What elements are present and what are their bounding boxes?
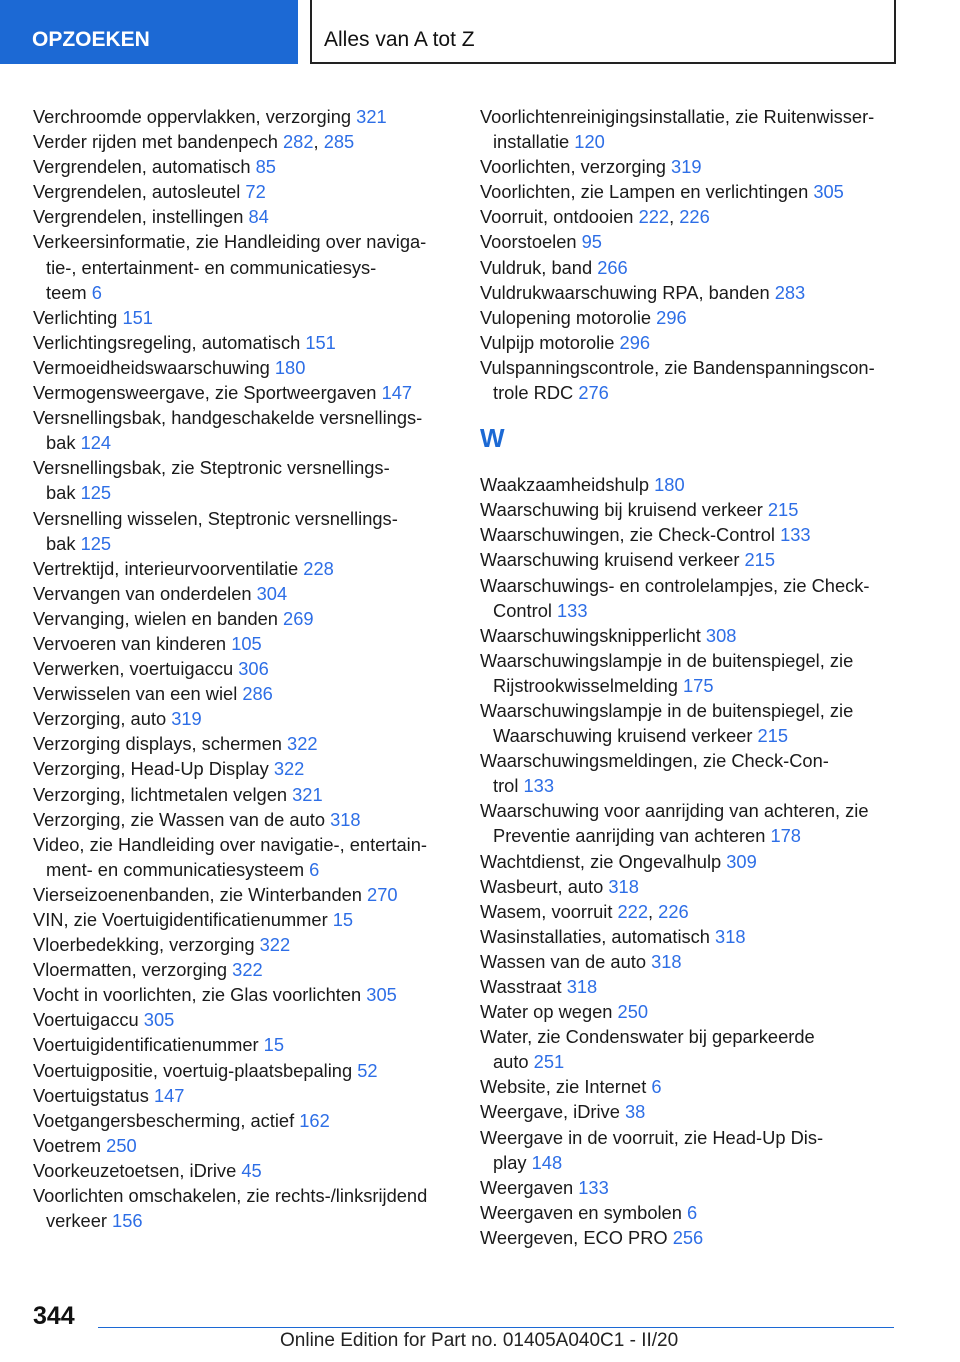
index-entry bbox=[33, 1158, 453, 1183]
index-entry bbox=[33, 606, 453, 631]
index-entry bbox=[33, 229, 453, 304]
index-entry-label: Water, zie Condenswater bij geparkeerde bbox=[480, 1026, 815, 1048]
page-reference-link[interactable]: 319 bbox=[671, 156, 702, 178]
index-column-right bbox=[480, 104, 900, 1250]
page-reference-link[interactable]: 305 bbox=[366, 984, 397, 1006]
index-entry-label: Wachtdienst, zie Ongevalhulp bbox=[480, 850, 727, 872]
index-entry bbox=[33, 1083, 453, 1108]
index-entry bbox=[480, 648, 900, 698]
index-entry bbox=[480, 999, 900, 1024]
page-reference-link[interactable]: 305 bbox=[143, 1009, 175, 1031]
index-entry-label: Wasbeurt, auto bbox=[480, 875, 609, 897]
index-entry-label: Vierseizoenenbanden, zie Winterbanden bbox=[33, 883, 368, 905]
index-entry-label: Verchroomde oppervlakken, verzorging bbox=[33, 106, 357, 127]
page-reference-link[interactable]: 162 bbox=[299, 1109, 330, 1131]
index-entry-label: Voorlichten omschakelen, zie rechts-/linksrijdend bbox=[33, 1185, 428, 1207]
index-entry-label: Verlichting bbox=[33, 306, 123, 328]
index-entry bbox=[33, 154, 453, 179]
page-reference-link[interactable]: 124 bbox=[80, 432, 112, 454]
index-entry-label: Weergaven bbox=[480, 1176, 579, 1198]
page-reference-link[interactable]: 215 bbox=[744, 549, 776, 571]
page-reference-link[interactable]: 266 bbox=[597, 256, 628, 278]
index-entry-label: Verzorging displays, schermen bbox=[33, 733, 288, 755]
index-entry-label: Verzorging, zie Wassen van de auto bbox=[33, 808, 331, 830]
page-reference-link[interactable]: 308 bbox=[705, 624, 737, 646]
index-entry-label: Vloermatten, verzorging bbox=[33, 959, 233, 981]
page-reference-link[interactable]: 306 bbox=[238, 658, 269, 680]
index-entry-label: Waarschuwings- en controlelampjes, zie Check- bbox=[480, 574, 870, 596]
page-reference-link[interactable]: 6 bbox=[91, 281, 102, 303]
index-entry bbox=[33, 907, 453, 932]
index-entry bbox=[480, 1024, 900, 1074]
index-entry-label: verkeer bbox=[46, 1210, 113, 1232]
index-entry-label: Voetrem bbox=[33, 1134, 107, 1156]
index-entry-label: Water op wegen bbox=[480, 1001, 618, 1023]
index-entry bbox=[33, 1183, 453, 1233]
page-reference-link[interactable]: 270 bbox=[367, 883, 398, 905]
page-reference-link[interactable]: 319 bbox=[171, 708, 202, 730]
page-reference-link[interactable]: 156 bbox=[112, 1210, 143, 1232]
page-reference-link[interactable]: 125 bbox=[80, 532, 112, 554]
page-reference-link[interactable]: 318 bbox=[715, 925, 746, 947]
index-entry bbox=[33, 832, 453, 882]
index-entry-label: Wasinstallaties, automatisch bbox=[480, 925, 716, 947]
page-reference-link[interactable]: 105 bbox=[231, 632, 262, 654]
index-entry bbox=[480, 330, 900, 355]
index-entry bbox=[33, 1133, 453, 1158]
index-entry bbox=[33, 807, 453, 832]
index-entry-label: Vulpijp motorolie bbox=[480, 331, 620, 353]
page-reference-link[interactable]: 15 bbox=[332, 909, 354, 930]
index-entry bbox=[480, 179, 900, 204]
page-reference-link[interactable]: 222 bbox=[617, 900, 648, 922]
index-entry bbox=[480, 623, 900, 648]
page-reference-link[interactable]: 180 bbox=[654, 474, 685, 496]
index-entry-label: Waarschuwingsknipperlicht bbox=[480, 624, 706, 646]
page-reference-link[interactable]: 309 bbox=[726, 850, 757, 872]
index-entry-label: Voorlichten, verzorging bbox=[480, 156, 672, 178]
page-reference-link[interactable]: 133 bbox=[557, 599, 588, 621]
index-entry bbox=[480, 104, 900, 154]
index-entry-label: Wasem, voorruit bbox=[480, 900, 618, 922]
index-entry-label: Wassen van de auto bbox=[480, 950, 652, 972]
index-entry bbox=[480, 899, 900, 924]
index-entry bbox=[480, 798, 900, 848]
section-tab[interactable] bbox=[0, 0, 298, 64]
index-entry-label: Verzorging, auto bbox=[33, 708, 172, 730]
page-reference-link[interactable]: 318 bbox=[330, 808, 361, 830]
index-entry-label: Verzorging, lichtmetalen velgen bbox=[33, 783, 293, 805]
page-reference-link[interactable]: 148 bbox=[531, 1151, 563, 1173]
index-entry-label: Control bbox=[493, 599, 558, 621]
index-entry-label: installatie bbox=[493, 131, 575, 153]
index-entry-label: Rijstrookwisselmelding bbox=[493, 674, 683, 696]
page-reference-link[interactable]: 256 bbox=[672, 1226, 704, 1248]
index-entry bbox=[33, 1058, 453, 1083]
index-entry bbox=[480, 949, 900, 974]
page-reference-link[interactable]: 250 bbox=[106, 1134, 137, 1156]
page-reference-link[interactable]: 322 bbox=[232, 959, 263, 981]
index-entry bbox=[480, 1099, 900, 1124]
page-reference-link[interactable]: 45 bbox=[241, 1159, 262, 1181]
page-separator: , bbox=[648, 900, 659, 922]
page-reference-link[interactable]: 296 bbox=[656, 306, 687, 328]
page-reference-link[interactable]: 6 bbox=[686, 1201, 698, 1223]
index-entry-label: Vertrektijd, interieurvoorventilatie bbox=[33, 557, 304, 579]
index-list-w bbox=[480, 472, 900, 1250]
index-entry bbox=[33, 581, 453, 606]
index-entry bbox=[480, 255, 900, 280]
index-entry bbox=[480, 874, 900, 899]
index-entry-label: Vervangen van onderdelen bbox=[33, 582, 257, 604]
page-reference-link[interactable]: 147 bbox=[153, 1084, 185, 1106]
page-reference-link[interactable]: 228 bbox=[303, 557, 334, 579]
index-entry bbox=[480, 355, 900, 405]
index-list-v-continued bbox=[480, 104, 900, 405]
index-entry bbox=[33, 104, 453, 129]
page-reference-link[interactable]: 147 bbox=[381, 382, 413, 404]
page-reference-link[interactable]: 15 bbox=[263, 1034, 285, 1056]
page-reference-link[interactable]: 250 bbox=[617, 1001, 649, 1023]
index-entry-label: Vermogensweergave, zie Sportweergaven bbox=[33, 382, 382, 404]
index-entry-label: Voetgangersbescherming, actief bbox=[33, 1109, 300, 1131]
index-entry-label: Weergeven, ECO PRO bbox=[480, 1226, 673, 1248]
index-entry-label: Waarschuwing kruisend verkeer bbox=[480, 549, 745, 571]
page-reference-link[interactable]: 133 bbox=[780, 524, 811, 546]
page-reference-link[interactable]: 283 bbox=[774, 281, 806, 303]
page-reference-link[interactable]: 322 bbox=[273, 758, 305, 780]
page-reference-link[interactable]: 318 bbox=[651, 950, 682, 972]
index-entry bbox=[480, 305, 900, 330]
page-reference-link[interactable]: 95 bbox=[581, 231, 602, 253]
index-entry bbox=[33, 1007, 453, 1032]
page-reference-link[interactable]: 72 bbox=[245, 181, 266, 203]
page-reference-link[interactable]: 215 bbox=[767, 499, 799, 521]
index-entry-label: Wasstraat bbox=[480, 976, 567, 997]
index-column-left bbox=[33, 104, 453, 1233]
index-entry-label: Voorstoelen bbox=[480, 231, 582, 253]
page-reference-link[interactable]: 6 bbox=[309, 858, 320, 880]
index-entry bbox=[33, 782, 453, 807]
page-reference-link[interactable]: 180 bbox=[274, 356, 306, 378]
page-reference-link[interactable]: 52 bbox=[357, 1059, 378, 1081]
index-entry bbox=[480, 472, 900, 497]
index-entry bbox=[480, 1125, 900, 1175]
section-tab-label: OPZOEKEN bbox=[32, 28, 150, 51]
page-reference-link[interactable]: 151 bbox=[305, 331, 336, 353]
index-entry-label: Video, zie Handleiding over navigatie-, entertain‐ bbox=[33, 833, 427, 855]
index-entry-label: teem bbox=[46, 281, 92, 303]
index-entry bbox=[480, 573, 900, 623]
index-entry bbox=[480, 1200, 900, 1225]
index-entry-label: Voorlichten, zie Lampen en verlichtingen bbox=[480, 181, 814, 203]
index-entry-label: Vulopening motorolie bbox=[480, 306, 657, 328]
section-letter-heading: W bbox=[480, 423, 505, 454]
index-entry-label: Verkeersinformatie, zie Handleiding over naviga‐ bbox=[33, 231, 427, 253]
page-reference-link[interactable]: 151 bbox=[122, 306, 153, 328]
index-entry-label: Waarschuwing kruisend verkeer bbox=[493, 725, 758, 747]
page-reference-link[interactable]: 282 bbox=[283, 131, 314, 153]
page-reference-link[interactable]: 304 bbox=[256, 582, 288, 604]
page-reference-link[interactable]: 318 bbox=[566, 976, 598, 997]
index-entry-label: Weergaven en symbolen bbox=[480, 1201, 687, 1223]
index-entry bbox=[33, 957, 453, 982]
index-entry bbox=[33, 355, 453, 380]
index-entry bbox=[33, 656, 453, 681]
index-entry bbox=[33, 179, 453, 204]
index-entry-label: trol bbox=[493, 775, 524, 797]
index-entry bbox=[480, 748, 900, 798]
index-entry-label: Voorruit, ontdooien bbox=[480, 206, 639, 228]
index-entry-label: Voertuigidentificatienummer bbox=[33, 1034, 264, 1056]
index-entry bbox=[480, 154, 900, 179]
index-entry bbox=[480, 1175, 900, 1200]
page-reference-link[interactable]: 286 bbox=[242, 683, 273, 705]
index-entry-label: Verder rijden met bandenpech bbox=[33, 131, 284, 153]
index-entry-label: Voorkeuzetoetsen, iDrive bbox=[33, 1159, 242, 1181]
page-reference-link[interactable]: 85 bbox=[255, 156, 276, 178]
page-reference-link[interactable]: 322 bbox=[259, 934, 291, 956]
index-entry-label: Vloerbedekking, verzorging bbox=[33, 934, 260, 956]
index-entry bbox=[33, 455, 453, 505]
index-entry bbox=[33, 405, 453, 455]
index-entry bbox=[33, 1032, 453, 1057]
index-entry-label: Vergrendelen, automatisch bbox=[33, 156, 256, 178]
index-entry bbox=[33, 556, 453, 581]
index-entry-label: Waarschuwingsmeldingen, zie Check-Con‐ bbox=[480, 750, 829, 772]
index-entry bbox=[33, 330, 453, 355]
index-entry bbox=[33, 129, 453, 154]
index-entry bbox=[480, 522, 900, 547]
index-entry-label: Waarschuwingslampje in de buitenspiegel, zie bbox=[480, 699, 854, 721]
index-entry-label: Waarschuwingen, zie Check-Control bbox=[480, 524, 781, 546]
index-entry bbox=[33, 631, 453, 656]
index-entry bbox=[480, 974, 900, 999]
page-reference-link[interactable]: 215 bbox=[757, 725, 789, 747]
index-entry-label: VIN, zie Voertuigidentificatienummer bbox=[33, 909, 333, 930]
page-reference-link[interactable]: 38 bbox=[624, 1101, 646, 1123]
index-entry bbox=[33, 506, 453, 556]
index-entry-label: Voertuigstatus bbox=[33, 1084, 154, 1106]
index-entry-label: Versnellingsbak, zie Steptronic versnellings‐ bbox=[33, 457, 390, 479]
page-reference-link[interactable]: 226 bbox=[658, 900, 689, 922]
index-entry-label: Preventie aanrijding van achteren bbox=[493, 825, 771, 847]
index-entry bbox=[480, 547, 900, 572]
page-reference-link[interactable]: 318 bbox=[608, 875, 639, 897]
index-entry-label: bak bbox=[46, 482, 81, 504]
page-reference-link[interactable]: 175 bbox=[682, 674, 714, 696]
page-reference-link[interactable]: 226 bbox=[679, 206, 710, 228]
page-reference-link[interactable]: 322 bbox=[287, 733, 318, 755]
index-entry-label: Verlichtingsregeling, automatisch bbox=[33, 331, 306, 353]
index-entry-label: Vervoeren van kinderen bbox=[33, 632, 232, 654]
index-entry-label: ment- en communicatiesysteem bbox=[46, 858, 310, 880]
page-reference-link[interactable]: 120 bbox=[574, 131, 605, 153]
index-entry bbox=[480, 924, 900, 949]
page-reference-link[interactable]: 269 bbox=[283, 607, 314, 629]
index-entry-label: Voertuigpositie, voertuig-plaatsbepaling bbox=[33, 1059, 358, 1081]
index-entry-label: Vocht in voorlichten, zie Glas voorlichten bbox=[33, 984, 367, 1006]
breadcrumb: Alles van A tot Z bbox=[324, 28, 475, 51]
index-entry-label: Verzorging, Head-Up Display bbox=[33, 758, 274, 780]
page-reference-link[interactable]: 296 bbox=[619, 331, 651, 353]
index-entry bbox=[480, 204, 900, 229]
page-reference-link[interactable]: 178 bbox=[770, 825, 801, 847]
index-entry-label: Vervanging, wielen en banden bbox=[33, 607, 284, 629]
page-reference-link[interactable]: 321 bbox=[356, 106, 387, 127]
page-reference-link[interactable]: 6 bbox=[651, 1076, 662, 1098]
page-reference-link[interactable]: 321 bbox=[292, 783, 323, 805]
index-entry bbox=[33, 731, 453, 756]
index-entry-label: Waakzaamheidshulp bbox=[480, 474, 655, 496]
index-entry bbox=[33, 305, 453, 330]
index-entry-label: tie-, entertainment- en communicatiesys‐ bbox=[46, 256, 377, 278]
index-entry-label: Website, zie Internet bbox=[480, 1076, 652, 1098]
index-entry bbox=[480, 698, 900, 748]
page-number: 344 bbox=[33, 1302, 75, 1330]
index-entry-label: Waarschuwing voor aanrijding van achteren, zie bbox=[480, 800, 869, 822]
index-entry-label: Vergrendelen, autosleutel bbox=[33, 181, 246, 203]
index-entry-label: Voertuigaccu bbox=[33, 1009, 144, 1031]
index-entry bbox=[480, 229, 900, 254]
page-separator: , bbox=[313, 131, 324, 153]
index-entry-label: Waarschuwing bij kruisend verkeer bbox=[480, 499, 768, 521]
index-entry bbox=[480, 497, 900, 522]
index-entry bbox=[33, 706, 453, 731]
index-entry bbox=[480, 1074, 900, 1099]
index-entry-label: Voorlichtenreinigingsinstallatie, zie Ruitenwisser‐ bbox=[480, 106, 875, 127]
index-entry bbox=[33, 204, 453, 229]
index-entry bbox=[480, 849, 900, 874]
page-reference-link[interactable]: 133 bbox=[578, 1176, 609, 1198]
index-entry-label: Versnellingsbak, handgeschakelde versnellings‐ bbox=[33, 407, 423, 429]
page-reference-link[interactable]: 125 bbox=[80, 482, 112, 504]
index-entry bbox=[33, 932, 453, 957]
index-entry-label: Versnelling wisselen, Steptronic versnellings‐ bbox=[33, 507, 398, 529]
index-entry bbox=[33, 882, 453, 907]
page-reference-link[interactable]: 222 bbox=[638, 206, 670, 228]
index-entry-label: Verwisselen van een wiel bbox=[33, 683, 243, 705]
page-reference-link[interactable]: 84 bbox=[248, 206, 269, 228]
index-entry-label: Vulspanningscontrole, zie Bandenspanningscon‐ bbox=[480, 356, 875, 378]
page-reference-link[interactable]: 305 bbox=[813, 181, 844, 203]
footer-edition-text: Online Edition for Part no. 01405A040C1 - II/20 bbox=[280, 1330, 679, 1351]
page-reference-link[interactable]: 276 bbox=[578, 382, 609, 404]
index-entry-label: Vuldruk, band bbox=[480, 256, 598, 278]
footer-divider bbox=[98, 1327, 894, 1328]
index-entry bbox=[33, 982, 453, 1007]
index-entry bbox=[33, 380, 453, 405]
index-entry-label: bak bbox=[46, 532, 81, 554]
index-entry-label: trole RDC bbox=[493, 382, 579, 404]
index-entry-label: Vermoeidheidswaarschuwing bbox=[33, 356, 275, 378]
page-reference-link[interactable]: 251 bbox=[533, 1051, 565, 1073]
index-entry bbox=[33, 756, 453, 781]
index-entry bbox=[480, 1225, 900, 1250]
index-entry-label: Verwerken, voertuigaccu bbox=[33, 658, 239, 680]
index-entry-label: Waarschuwingslampje in de buitenspiegel, zie bbox=[480, 649, 854, 671]
index-entry-label: Weergave in de voorruit, zie Head-Up Dis‐ bbox=[480, 1126, 824, 1148]
index-entry-label: bak bbox=[46, 432, 81, 454]
index-entry-label: play bbox=[493, 1151, 532, 1173]
page-reference-link[interactable]: 133 bbox=[523, 775, 554, 797]
index-entry bbox=[33, 681, 453, 706]
page-reference-link[interactable]: 285 bbox=[323, 131, 355, 153]
index-entry bbox=[33, 1108, 453, 1133]
index-entry-label: Weergave, iDrive bbox=[480, 1101, 625, 1123]
index-entry bbox=[480, 280, 900, 305]
index-entry-label: Vergrendelen, instellingen bbox=[33, 206, 249, 228]
index-entry-label: auto bbox=[493, 1051, 534, 1073]
index-entry-label: Vuldrukwaarschuwing RPA, banden bbox=[480, 281, 775, 303]
page-separator: , bbox=[669, 206, 680, 228]
